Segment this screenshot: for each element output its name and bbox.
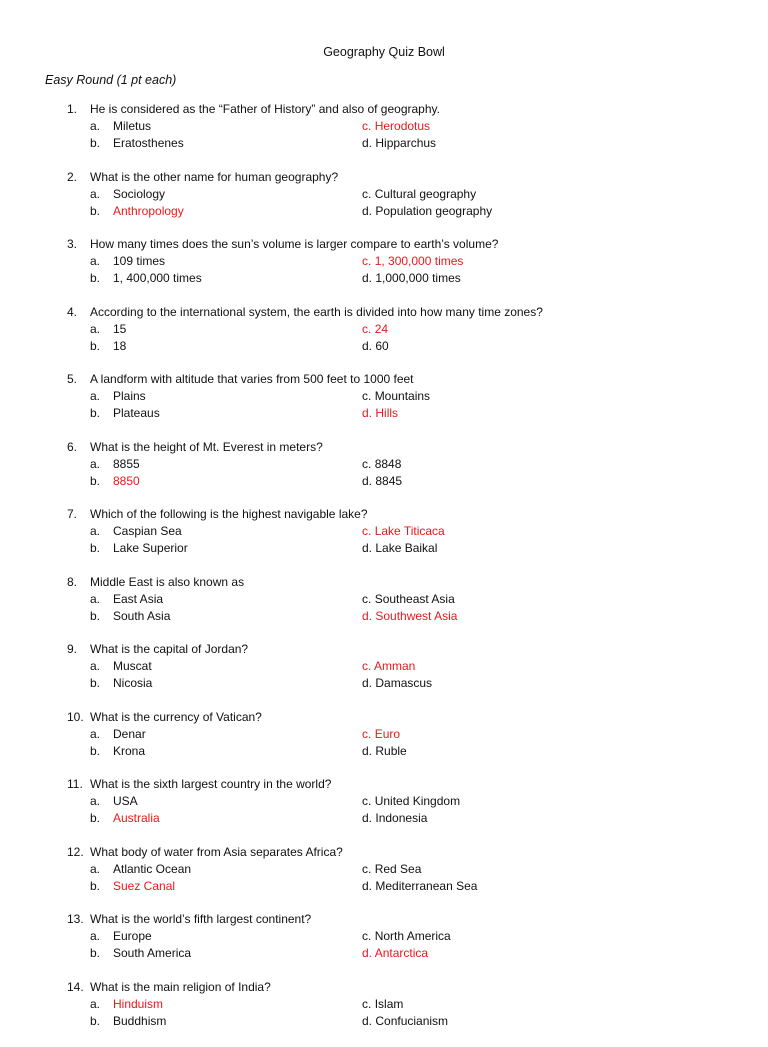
option-c-correct-answer: [362, 524, 445, 538]
question-text: [67, 777, 331, 791]
option-letter: a.: [90, 592, 113, 606]
option-b-correct-answer: [90, 474, 140, 488]
option-letter: d.: [362, 339, 372, 353]
option-letter: c.: [362, 727, 371, 741]
round-heading: Easy Round (1 pt each): [45, 73, 176, 87]
question-prompt: How many times does the sun’s volume is larger compare to earth’s volume?: [90, 237, 498, 251]
option-text: East Asia: [113, 592, 163, 606]
option-a: [90, 592, 163, 606]
option-d: [362, 271, 461, 285]
option-letter: c.: [362, 794, 371, 808]
option-text: Europe: [113, 929, 152, 943]
question-block: [0, 102, 768, 170]
option-letter: a.: [90, 997, 113, 1011]
option-letter: b.: [90, 541, 113, 555]
option-letter: d.: [362, 271, 372, 285]
question-text: [67, 912, 311, 926]
option-letter: c.: [362, 119, 371, 133]
option-text: Southeast Asia: [375, 592, 455, 606]
option-text: North America: [375, 929, 451, 943]
option-text: Amman: [374, 659, 415, 673]
question-prompt: Which of the following is the highest navigable lake?: [90, 507, 368, 521]
option-letter: d.: [362, 204, 372, 218]
option-d-correct-answer: [362, 946, 428, 960]
option-letter: d.: [362, 744, 372, 758]
option-letter: a.: [90, 119, 113, 133]
option-letter: c.: [362, 659, 371, 673]
option-text: 18: [113, 339, 126, 353]
option-b: [90, 406, 160, 420]
option-text: 1, 300,000 times: [375, 254, 464, 268]
option-a: [90, 119, 151, 133]
option-c-correct-answer: [362, 119, 430, 133]
option-c-correct-answer: [362, 659, 415, 673]
option-letter: b.: [90, 946, 113, 960]
option-text: Hinduism: [113, 997, 163, 1011]
question-number: 2.: [67, 170, 90, 184]
option-a: [90, 254, 165, 268]
question-prompt: He is considered as the “Father of History” and also of geography.: [90, 102, 440, 116]
option-text: Southwest Asia: [375, 609, 457, 623]
option-d: [362, 1014, 448, 1028]
option-b: [90, 946, 191, 960]
option-letter: a.: [90, 659, 113, 673]
option-c-correct-answer: [362, 322, 388, 336]
question-text: [67, 642, 248, 656]
question-number: 12.: [67, 845, 90, 859]
question-text: [67, 980, 271, 994]
option-text: Plateaus: [113, 406, 160, 420]
option-letter: b.: [90, 744, 113, 758]
option-letter: a.: [90, 322, 113, 336]
option-d: [362, 204, 492, 218]
option-text: Red Sea: [375, 862, 422, 876]
option-text: Suez Canal: [113, 879, 175, 893]
question-block: [0, 237, 768, 305]
option-letter: c.: [362, 322, 371, 336]
option-b: [90, 744, 145, 758]
question-prompt: What is the height of Mt. Everest in meters?: [90, 440, 323, 454]
question-block: [0, 845, 768, 913]
option-a: [90, 389, 146, 403]
option-c: [362, 457, 401, 471]
option-a: [90, 862, 191, 876]
question-number: 11.: [67, 777, 90, 791]
question-prompt: What body of water from Asia separates Africa?: [90, 845, 343, 859]
question-number: 4.: [67, 305, 90, 319]
option-text: South Asia: [113, 609, 170, 623]
option-text: Lake Superior: [113, 541, 188, 555]
option-text: Herodotus: [375, 119, 430, 133]
option-text: South America: [113, 946, 191, 960]
option-letter: a.: [90, 929, 113, 943]
option-letter: d.: [362, 474, 372, 488]
option-text: Cultural geography: [375, 187, 476, 201]
option-letter: c.: [362, 862, 371, 876]
question-text: [67, 372, 414, 386]
option-text: 8848: [375, 457, 402, 471]
option-letter: a.: [90, 862, 113, 876]
option-c: [362, 794, 460, 808]
option-letter: b.: [90, 474, 113, 488]
question-block: [0, 777, 768, 845]
option-text: 109 times: [113, 254, 165, 268]
question-number: 3.: [67, 237, 90, 251]
option-letter: b.: [90, 339, 113, 353]
question-prompt: What is the other name for human geography?: [90, 170, 338, 184]
question-block: [0, 372, 768, 440]
option-letter: b.: [90, 811, 113, 825]
option-letter: d.: [362, 946, 372, 960]
option-text: 15: [113, 322, 126, 336]
option-c: [362, 997, 403, 1011]
question-text: [67, 237, 498, 251]
option-text: 1, 400,000 times: [113, 271, 202, 285]
question-prompt: According to the international system, the earth is divided into how many time zones?: [90, 305, 543, 319]
option-text: Atlantic Ocean: [113, 862, 191, 876]
option-a: [90, 457, 140, 471]
question-prompt: Middle East is also known as: [90, 575, 244, 589]
option-c: [362, 187, 476, 201]
question-number: 8.: [67, 575, 90, 589]
option-c: [362, 389, 430, 403]
question-block: [0, 440, 768, 508]
option-letter: d.: [362, 609, 372, 623]
option-a-correct-answer: [90, 997, 163, 1011]
option-text: Antarctica: [375, 946, 428, 960]
option-a: [90, 524, 182, 538]
option-d: [362, 676, 432, 690]
option-letter: c.: [362, 254, 371, 268]
option-text: Population geography: [375, 204, 492, 218]
option-text: United Kingdom: [375, 794, 460, 808]
option-text: Indonesia: [375, 811, 427, 825]
option-c: [362, 929, 451, 943]
option-text: Islam: [375, 997, 404, 1011]
option-text: 8845: [375, 474, 402, 488]
option-letter: b.: [90, 406, 113, 420]
option-letter: a.: [90, 254, 113, 268]
option-text: Confucianism: [375, 1014, 448, 1028]
question-text: [67, 507, 368, 521]
question-number: 6.: [67, 440, 90, 454]
option-letter: b.: [90, 136, 113, 150]
option-b: [90, 1014, 166, 1028]
question-block: [0, 170, 768, 238]
question-prompt: What is the sixth largest country in the world?: [90, 777, 331, 791]
option-c-correct-answer: [362, 254, 463, 268]
option-text: Lake Titicaca: [375, 524, 445, 538]
option-b: [90, 136, 184, 150]
option-text: Miletus: [113, 119, 151, 133]
option-text: Hills: [375, 406, 398, 420]
option-text: Muscat: [113, 659, 152, 673]
question-number: 1.: [67, 102, 90, 116]
option-text: 8855: [113, 457, 140, 471]
option-a: [90, 187, 165, 201]
option-text: Anthropology: [113, 204, 184, 218]
option-text: Buddhism: [113, 1014, 166, 1028]
option-letter: a.: [90, 727, 113, 741]
option-letter: d.: [362, 676, 372, 690]
option-b: [90, 676, 152, 690]
option-letter: a.: [90, 389, 113, 403]
option-d: [362, 811, 427, 825]
option-text: 24: [375, 322, 388, 336]
option-text: Mediterranean Sea: [375, 879, 477, 893]
option-b: [90, 339, 126, 353]
option-text: Ruble: [375, 744, 406, 758]
option-text: Eratosthenes: [113, 136, 184, 150]
option-text: Denar: [113, 727, 146, 741]
option-text: Nicosia: [113, 676, 152, 690]
option-a: [90, 322, 126, 336]
option-letter: a.: [90, 187, 113, 201]
option-b: [90, 609, 170, 623]
option-d: [362, 879, 477, 893]
option-d: [362, 744, 407, 758]
question-number: 5.: [67, 372, 90, 386]
option-a: [90, 727, 146, 741]
option-letter: c.: [362, 997, 371, 1011]
option-text: Hipparchus: [375, 136, 436, 150]
option-letter: c.: [362, 457, 371, 471]
option-letter: d.: [362, 406, 372, 420]
question-list: [0, 102, 768, 1047]
question-block: [0, 912, 768, 980]
question-number: 10.: [67, 710, 90, 724]
option-d-correct-answer: [362, 609, 457, 623]
option-d: [362, 474, 402, 488]
option-text: Lake Baikal: [375, 541, 437, 555]
option-letter: b.: [90, 676, 113, 690]
question-number: 14.: [67, 980, 90, 994]
option-letter: a.: [90, 524, 113, 538]
question-prompt: What is the main religion of India?: [90, 980, 271, 994]
option-letter: d.: [362, 1014, 372, 1028]
question-number: 9.: [67, 642, 90, 656]
option-text: Sociology: [113, 187, 165, 201]
option-text: Mountains: [375, 389, 430, 403]
question-text: [67, 305, 543, 319]
option-letter: d.: [362, 879, 372, 893]
option-text: Plains: [113, 389, 146, 403]
option-a: [90, 929, 152, 943]
question-text: [67, 102, 440, 116]
option-letter: b.: [90, 271, 113, 285]
question-text: [67, 170, 338, 184]
option-letter: c.: [362, 592, 371, 606]
option-c-correct-answer: [362, 727, 400, 741]
question-prompt: A landform with altitude that varies from 500 feet to 1000 feet: [90, 372, 414, 386]
option-b: [90, 271, 202, 285]
option-letter: c.: [362, 524, 371, 538]
option-text: 8850: [113, 474, 140, 488]
option-b: [90, 541, 188, 555]
option-d: [362, 339, 389, 353]
question-block: [0, 305, 768, 373]
option-letter: b.: [90, 879, 113, 893]
question-prompt: What is the capital of Jordan?: [90, 642, 248, 656]
question-text: [67, 575, 244, 589]
option-letter: b.: [90, 204, 113, 218]
question-prompt: What is the world’s fifth largest continent?: [90, 912, 311, 926]
option-text: 60: [375, 339, 388, 353]
option-d: [362, 136, 436, 150]
question-prompt: What is the currency of Vatican?: [90, 710, 262, 724]
option-b-correct-answer: [90, 204, 184, 218]
option-letter: d.: [362, 136, 372, 150]
option-letter: d.: [362, 811, 372, 825]
question-block: [0, 575, 768, 643]
document-title: Geography Quiz Bowl: [0, 45, 768, 59]
option-a: [90, 794, 138, 808]
question-block: [0, 507, 768, 575]
option-text: Krona: [113, 744, 145, 758]
question-block: [0, 642, 768, 710]
question-block: [0, 980, 768, 1047]
option-letter: c.: [362, 187, 371, 201]
question-number: 13.: [67, 912, 90, 926]
option-letter: b.: [90, 1014, 113, 1028]
option-text: Euro: [375, 727, 400, 741]
option-letter: b.: [90, 609, 113, 623]
option-text: USA: [113, 794, 138, 808]
option-c: [362, 592, 455, 606]
question-number: 7.: [67, 507, 90, 521]
option-b-correct-answer: [90, 811, 160, 825]
option-text: Australia: [113, 811, 160, 825]
option-letter: a.: [90, 457, 113, 471]
option-text: Caspian Sea: [113, 524, 182, 538]
option-b-correct-answer: [90, 879, 175, 893]
option-c: [362, 862, 421, 876]
option-letter: a.: [90, 794, 113, 808]
option-d: [362, 541, 437, 555]
option-text: 1,000,000 times: [375, 271, 460, 285]
question-text: [67, 845, 343, 859]
option-a: [90, 659, 152, 673]
option-letter: c.: [362, 929, 371, 943]
question-text: [67, 710, 262, 724]
question-text: [67, 440, 323, 454]
option-d-correct-answer: [362, 406, 398, 420]
option-letter: c.: [362, 389, 371, 403]
option-text: Damascus: [375, 676, 432, 690]
option-letter: d.: [362, 541, 372, 555]
question-block: [0, 710, 768, 778]
